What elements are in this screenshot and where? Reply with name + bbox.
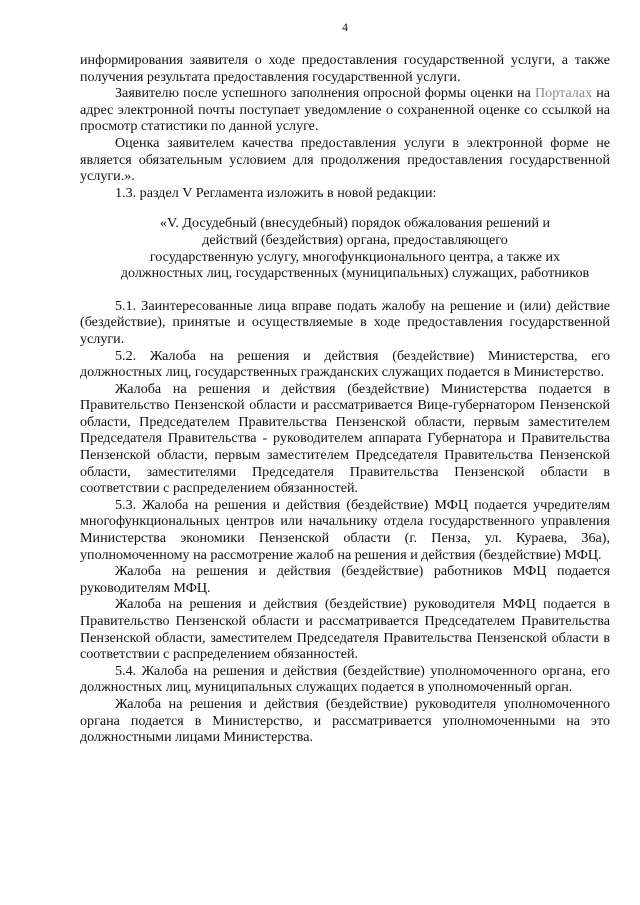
paragraph-ministry-complaint: Жалоба на решения и действия (бездействие) Министерства подается в Правительство Пензенской области и рассматривается Вице-губернатором Пензенской области, Председателем Правительства Пензенской области, первым заместителем Председателя Правительства - руководителем аппарата Губернатора и Правительства Пензенской области, первым заместителем Председателя Правительства Пензенской области, заместителями Председателя Правительства Пензенской области в соответствии с распределением обязанностей.	[80, 380, 610, 497]
heading-line: государственную услугу, многофункционального центра, а также их	[149, 248, 561, 265]
paragraph-mfc-head: Жалоба на решения и действия (бездействие) руководителя МФЦ подается в Правительство Пензенской области и рассматривается Председателем Правительства Пензенской области, заместителем Председателя Правительства Пензенской области в соответствии с распределением обязанностей.	[80, 596, 610, 663]
paragraph-authorized-head: Жалоба на решения и действия (бездействие) руководителя уполномоченного органа подается в Министерство, и рассматривается уполномоченными на это должностными лицами Министерства.	[80, 695, 610, 746]
page-number: 4	[342, 20, 348, 34]
paragraph-text: на адрес электронной почты поступает уведомление о сохраненной оценке со ссылкой на просмотр статистики по данной услуге.	[80, 85, 611, 135]
paragraph-5-3: 5.3. Жалоба на решения и действия (бездействие) МФЦ подается учредителям многофункциональных центров или начальнику отдела государственного управления Министерства экономики Пензенской области (г. Пенза, ул. Кураева, 36а), уполномоченному на рассмотрение жалоб на решения и действия (бездействие) МФЦ.	[80, 496, 610, 563]
paragraph-amendment: 1.3. раздел V Регламента изложить в новой редакции:	[115, 184, 437, 201]
paragraph-rating-notification	[80, 85, 610, 135]
heading-line: должностных лиц, государственных (муниципальных) служащих, работников	[120, 265, 590, 282]
heading-line: действий (бездействия) органа, предоставляющего	[202, 231, 508, 248]
paragraph-continuation: информирования заявителя о ходе предоставления государственной услуги, а также получения результата предоставления государственной услуги.	[80, 52, 610, 85]
paragraph-5-4: 5.4. Жалоба на решения и действия (бездействие) уполномоченного органа, его должностных лиц, муниципальных служащих подается в уполномоченный орган.	[80, 662, 610, 696]
paragraph-mfc-workers: Жалоба на решения и действия (бездействие) работников МФЦ подается руководителям МФЦ.	[80, 563, 610, 596]
paragraph-5-2: 5.2. Жалоба на решения и действия (бездействие) Министерства, его должностных лиц, государственных гражданских служащих подается в Министерство.	[80, 347, 610, 381]
portal-link[interactable]: Порталах	[534, 85, 593, 102]
section-heading	[80, 215, 610, 281]
paragraph-5-1: 5.1. Заинтересованные лица вправе подать жалобу на решение и (или) действие (бездействие), принятые и осуществляемые в ходе предоставления государственной услуги.	[80, 297, 610, 347]
paragraph-text: Заявителю после успешного заполнения опросной формы оценки на	[115, 85, 535, 102]
document-body	[80, 52, 610, 746]
heading-line: «V. Досудебный (внесудебный) порядок обжалования решений и	[159, 215, 551, 232]
paragraph-rating-optional: Оценка заявителем качества предоставления услуги в электронной форме не является обязательным условием для продолжения предоставления государственной услуги.».	[80, 134, 610, 185]
